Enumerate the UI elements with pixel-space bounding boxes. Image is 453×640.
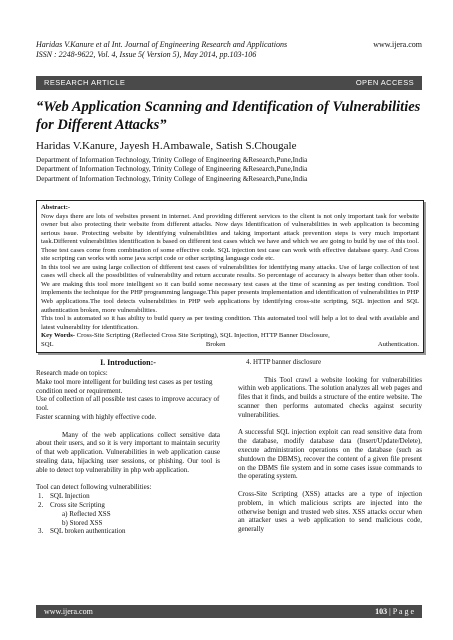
sql-injection-paragraph: A successful SQL injection exploit can read sensitive data from the database, modify database data (Insert/Update/Delete), execute administration operations on the database (such as shutdown the DBMS), recover the content of a given file present on the DBMS file system and in some cases issue commands to the operating system. xyxy=(238,428,422,481)
page-number-value: 103 xyxy=(375,606,388,616)
abstract-paragraph-1: Now days there are lots of websites present in internet. And providing different services to the client is not only important task for website owner but also protecting their website from different attacks. Now days Identification of vulnerabilities in web application is becoming serious issue. Protecting website by identifying vulnerabilities and taking important attack prevention steps is very much important task.Different vulnerabilities identification is based on different test cases which we have and which we are going to build by use of this tool. Those test cases come from combination of some effective code. SQL injection test case can work with effective database query. And Cross site scripting can works with some java script code or other scripting language code etc. xyxy=(41,212,419,263)
affiliation-2: Department of Information Technology, Trinity College of Engineering &Research,Pune,India xyxy=(36,165,308,174)
affiliation-3: Department of Information Technology, Trinity College of Engineering &Research,Pune,India xyxy=(36,174,308,183)
abstract-box xyxy=(36,200,424,353)
running-header xyxy=(36,40,422,60)
keyword-part-1: SQL xyxy=(41,340,54,348)
keywords-last-line xyxy=(41,341,419,350)
journal-website-link[interactable]: www.ijera.com xyxy=(373,40,422,49)
author-list: Haridas V.Kanure, Jayesh H.Ambawale, Satish S.Chougale xyxy=(36,140,297,152)
keywords-label: Key Words- xyxy=(41,332,76,340)
list-item xyxy=(36,501,220,510)
page-number-suffix: | P a g e xyxy=(387,606,414,616)
section-heading: I. Introduction:- xyxy=(100,358,156,367)
list-text: Cross site Scripting xyxy=(50,500,105,509)
abstract-heading: Abstract:- xyxy=(41,204,71,211)
left-column xyxy=(36,358,220,536)
list-text: SQL Injection xyxy=(50,492,90,501)
keywords-text: Cross-Site Scripting (Reflected Cross Site Scripting), SQL Injection, HTTP Banner Disclosure, xyxy=(75,332,330,340)
affiliations xyxy=(36,156,426,184)
xss-paragraph: Cross-Site Scripting (XSS) attacks are a type of injection problem, in which malicious scripts are injected into the otherwise benign and trusted web sites. XSS attacks occur when an attacker uses a web application to send malicious code, generally xyxy=(238,489,422,534)
open-access-label: OPEN ACCESS xyxy=(355,78,414,87)
research-topic-2: Use of collection of all possible test cases to improve accuracy of tool. xyxy=(36,395,220,413)
research-topic-1: Make tool more intelligent for building test cases as per testing condition need or requirement. xyxy=(36,377,213,395)
abstract-paragraph-2: In this tool we are using large collection of different test cases of vulnerabilities for identifying many attacks. Use of large collection of test cases will check all the possibilities of vulnerability and return accurate results. So percentage of accuracy is always better than other tools. We are making this tool more intelligent so it can build some necessary test cases at the time of scanning as per testing condition. Tool implements the technique for the PHP programming language.This paper presents implementation and identification of vulnerabilities in PHP Web applications.The tool detects vulnerabilities in PHP web applications by identifying cross-site scripting, SQL injection and SQL authentication broken, more vulnerabilities. xyxy=(41,263,419,314)
list-number: 3. xyxy=(38,527,44,536)
citation-line-1: Haridas V.Kanure et al Int. Journal of Engineering Research and Applications xyxy=(36,40,288,49)
list-item xyxy=(36,527,220,536)
abstract-paragraph-3: This tool is automated so it has ability to build query as per testing condition. This automated tool will help a lot to deal with available and latest vulnerability for identification. xyxy=(41,315,419,331)
research-topics-line: Research made on topics: xyxy=(36,369,108,377)
list-text: SQL broken authentication xyxy=(50,527,126,536)
list-item-4: 4. HTTP banner disclosure xyxy=(246,358,322,366)
article-type-label: RESEARCH ARTICLE xyxy=(44,78,126,87)
intro-paragraph: Many of the web applications collect sensitive data about their users, and so it is very important to maintain security of that web application. Vulnerabilities in web application cause stealing data, hijacking user sessions, or phishing. Our tool is able to detect top vulnerability in php web application. xyxy=(36,430,220,474)
keyword-part-2: Broken xyxy=(205,340,226,348)
list-item xyxy=(36,492,220,501)
list-subitem: b) Stored XSS xyxy=(62,518,103,527)
right-column xyxy=(238,358,422,534)
crawl-paragraph: This Tool crawl a website looking for vulnerabilities within web applications. The solution analyzes all web pages and files that it finds, and builds a structure of the entire website. The scanner then performs automated checks against security vulnerabilities. xyxy=(238,375,422,419)
affiliation-1: Department of Information Technology, Trinity College of Engineering &Research,Pune,India xyxy=(36,156,308,164)
citation-line-2: ISSN : 2248-9622, Vol. 4, Issue 5( Version 5), May 2014, pp.103-106 xyxy=(36,50,257,59)
page-footer xyxy=(36,605,422,618)
list-number: 1. xyxy=(38,492,44,501)
footer-website-link[interactable]: www.ijera.com xyxy=(44,606,93,616)
paper-title: “Web Application Scanning and Identification of Vulnerabilities for Different Attacks” xyxy=(36,99,421,133)
article-type-banner xyxy=(36,76,422,90)
list-number: 2. xyxy=(38,500,44,509)
list-subitem: a) Reflected XSS xyxy=(62,509,111,518)
vulnerability-list-intro: Tool can detect following vulnerabilities: xyxy=(36,483,152,492)
keyword-part-3: Authentication. xyxy=(377,340,419,348)
research-topic-3: Faster scanning with highly effective code. xyxy=(36,412,157,421)
page-number xyxy=(375,607,414,617)
keywords-line xyxy=(41,332,419,341)
